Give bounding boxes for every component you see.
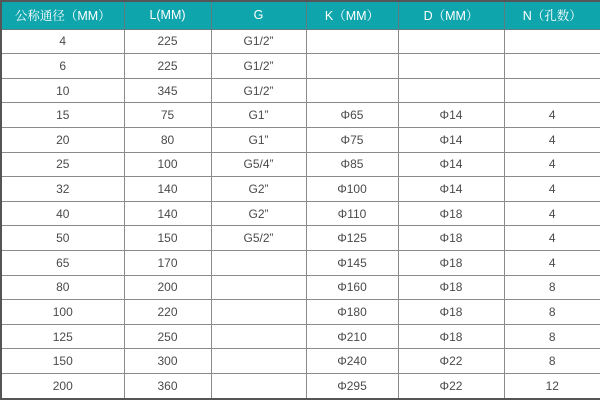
table-cell: Φ14: [398, 177, 504, 202]
table-row: [1, 152, 600, 177]
table-row: [1, 177, 600, 202]
table-cell: Φ14: [398, 152, 504, 177]
table-cell: 4: [504, 127, 600, 152]
table-cell: 20: [1, 127, 124, 152]
table-cell: Φ22: [398, 349, 504, 374]
header-cell: K（MM）: [306, 1, 398, 29]
table-cell: [211, 250, 306, 275]
header-row: [1, 1, 600, 29]
table-cell: Φ145: [306, 250, 398, 275]
table-cell: Φ18: [398, 275, 504, 300]
table-cell: [306, 54, 398, 79]
table-cell: 360: [124, 374, 211, 399]
table-cell: 225: [124, 54, 211, 79]
table-cell: Φ110: [306, 201, 398, 226]
table-cell: 8: [504, 324, 600, 349]
table-cell: G1/2”: [211, 54, 306, 79]
table-cell: Φ65: [306, 103, 398, 128]
table-cell: 150: [1, 349, 124, 374]
table-row: [1, 103, 600, 128]
table-cell: 125: [1, 324, 124, 349]
table-cell: 4: [504, 103, 600, 128]
table-cell: Φ75: [306, 127, 398, 152]
table-cell: G2”: [211, 201, 306, 226]
table-cell: 15: [1, 103, 124, 128]
table-cell: 10: [1, 78, 124, 103]
table-cell: Φ18: [398, 300, 504, 325]
table-cell: Φ18: [398, 226, 504, 251]
table-cell: Φ125: [306, 226, 398, 251]
table-cell: 4: [504, 250, 600, 275]
table-cell: 32: [1, 177, 124, 202]
table-cell: 200: [1, 374, 124, 399]
table-cell: 8: [504, 349, 600, 374]
table-cell: G1/2”: [211, 78, 306, 103]
table-cell: 100: [124, 152, 211, 177]
table-cell: [211, 374, 306, 399]
table-row: [1, 250, 600, 275]
header-cell: L(MM): [124, 1, 211, 29]
table-row: [1, 201, 600, 226]
table-cell: 50: [1, 226, 124, 251]
table-cell: 100: [1, 300, 124, 325]
table-cell: 140: [124, 201, 211, 226]
table-cell: Φ100: [306, 177, 398, 202]
table-cell: [306, 29, 398, 54]
table-cell: Φ14: [398, 127, 504, 152]
table-cell: 140: [124, 177, 211, 202]
table-cell: [398, 29, 504, 54]
table-cell: 4: [1, 29, 124, 54]
table-row: [1, 300, 600, 325]
table-cell: Φ240: [306, 349, 398, 374]
table-cell: [211, 300, 306, 325]
table-cell: 250: [124, 324, 211, 349]
table-cell: Φ210: [306, 324, 398, 349]
table-cell: G5/2”: [211, 226, 306, 251]
table-cell: 65: [1, 250, 124, 275]
table-cell: Φ85: [306, 152, 398, 177]
table-body: [1, 29, 600, 399]
table-cell: 4: [504, 226, 600, 251]
table-row: [1, 54, 600, 79]
table-cell: 4: [504, 201, 600, 226]
table-cell: G1”: [211, 103, 306, 128]
table-cell: G1”: [211, 127, 306, 152]
header-cell: N（孔数）: [504, 1, 600, 29]
table-cell: [398, 78, 504, 103]
table-cell: [306, 78, 398, 103]
table-cell: 40: [1, 201, 124, 226]
table-cell: 8: [504, 300, 600, 325]
table-cell: 6: [1, 54, 124, 79]
table-header: [1, 1, 600, 29]
header-cell: 公称通径（MM）: [1, 1, 124, 29]
table-row: [1, 324, 600, 349]
table-cell: [504, 29, 600, 54]
table-cell: Φ160: [306, 275, 398, 300]
header-cell: G: [211, 1, 306, 29]
table-cell: [504, 54, 600, 79]
table-cell: 80: [1, 275, 124, 300]
table-cell: 150: [124, 226, 211, 251]
table-cell: G5/4”: [211, 152, 306, 177]
table-cell: 345: [124, 78, 211, 103]
table-cell: [504, 78, 600, 103]
table-row: [1, 78, 600, 103]
table-cell: Φ295: [306, 374, 398, 399]
table-cell: [211, 275, 306, 300]
table-cell: Φ18: [398, 250, 504, 275]
table-cell: 4: [504, 177, 600, 202]
table-cell: 220: [124, 300, 211, 325]
table-row: [1, 374, 600, 399]
table-cell: Φ22: [398, 374, 504, 399]
table-cell: Φ18: [398, 201, 504, 226]
table-row: [1, 226, 600, 251]
table-row: [1, 29, 600, 54]
table-cell: [211, 349, 306, 374]
table-cell: 8: [504, 275, 600, 300]
table-cell: 12: [504, 374, 600, 399]
table-cell: G2”: [211, 177, 306, 202]
table-cell: 75: [124, 103, 211, 128]
table-cell: Φ18: [398, 324, 504, 349]
table-cell: Φ14: [398, 103, 504, 128]
table-cell: 170: [124, 250, 211, 275]
table-cell: G1/2”: [211, 29, 306, 54]
table-row: [1, 127, 600, 152]
table-cell: 300: [124, 349, 211, 374]
table-cell: Φ180: [306, 300, 398, 325]
table-cell: 200: [124, 275, 211, 300]
table-cell: [398, 54, 504, 79]
table-cell: 25: [1, 152, 124, 177]
table-cell: 225: [124, 29, 211, 54]
table-cell: [211, 324, 306, 349]
table-row: [1, 349, 600, 374]
header-cell: D（MM）: [398, 1, 504, 29]
table-cell: 80: [124, 127, 211, 152]
table-cell: 4: [504, 152, 600, 177]
table-row: [1, 275, 600, 300]
